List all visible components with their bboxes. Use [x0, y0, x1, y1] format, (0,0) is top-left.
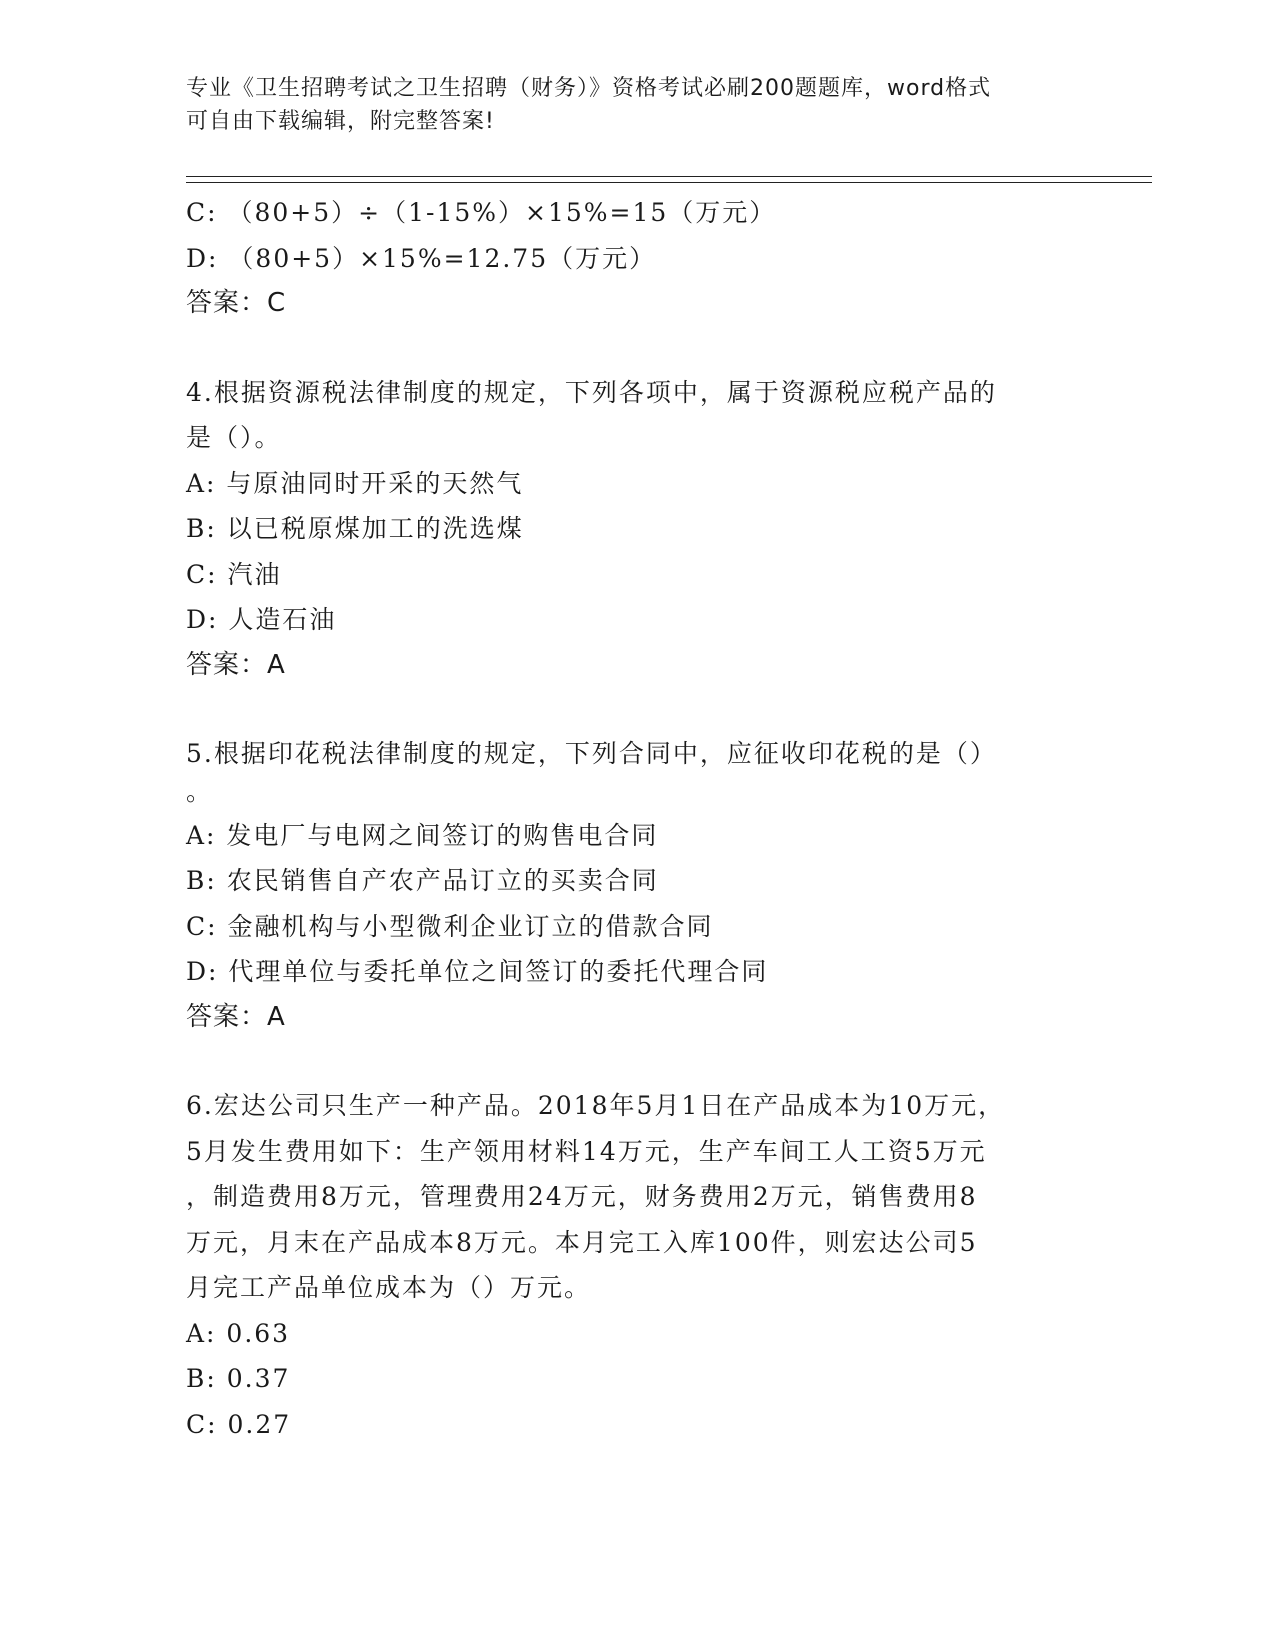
answer-line: 答案：A: [186, 649, 286, 680]
question-stem: 5.根据印花税法律制度的规定，下列合同中，应征收印花税的是（）: [186, 739, 997, 768]
option-d: D: （80+5）×15%=12.75（万元）: [186, 243, 657, 273]
spacer: [186, 688, 1066, 731]
option-d: D: 人造石油: [186, 605, 337, 634]
spacer: [186, 1040, 1066, 1083]
document-body: [186, 190, 1066, 1447]
header-title-line-2: 可自由下载编辑，附完整答案!: [186, 109, 495, 134]
option-b: B: 以已税原煤加工的洗选煤: [186, 514, 524, 543]
question-stem: 5月发生费用如下：生产领用材料14万元，生产车间工人工资5万元: [186, 1136, 987, 1166]
question-stem: 月完工产品单位成本为（）万元。: [186, 1273, 592, 1302]
header-rule-top: [186, 176, 1152, 177]
question-stem: 是（）。: [186, 423, 282, 452]
option-d: D: 代理单位与委托单位之间签订的委托代理合同: [186, 957, 769, 986]
option-b: B: 0.37: [186, 1364, 291, 1393]
question-4: [186, 370, 1066, 689]
spacer: [186, 327, 1066, 370]
option-c: C: （80+5）÷（1-15%）×15%=15（万元）: [186, 198, 777, 227]
option-a: A: 发电厂与电网之间签订的购售电合同: [186, 820, 659, 850]
option-c: C: 0.27: [186, 1409, 292, 1439]
question-stem: 万元，月末在产品成本8万元。本月完工入库100件，则宏达公司5: [186, 1227, 978, 1257]
question-stem: ，制造费用8万元，管理费用24万元，财务费用2万元，销售费用8: [186, 1182, 978, 1211]
document-header: [186, 72, 1066, 138]
header-rule-bottom: [186, 182, 1152, 183]
question-stem: 4.根据资源税法律制度的规定，下列各项中，属于资源税应税产品的: [186, 377, 997, 407]
option-c: C: 金融机构与小型微利企业订立的借款合同: [186, 911, 714, 941]
option-c: C: 汽油: [186, 559, 282, 589]
question-3-tail: [186, 190, 1066, 327]
answer-line: 答案：A: [186, 1001, 286, 1032]
question-stem: 6.宏达公司只生产一种产品。2018年5月1日在产品成本为10万元，: [186, 1091, 1006, 1120]
answer-line: 答案：C: [186, 288, 287, 318]
option-b: B: 农民销售自产农产品订立的买卖合同: [186, 866, 659, 895]
option-a: A: 与原油同时开采的天然气: [186, 468, 524, 498]
question-5: [186, 731, 1066, 1040]
question-6: [186, 1083, 1066, 1447]
option-a: A: 0.63: [186, 1318, 291, 1348]
header-title-line-1: 专业《卫生招聘考试之卫生招聘（财务）》资格考试必刷200题题库，word格式: [186, 76, 992, 101]
question-stem: 。: [186, 776, 214, 806]
